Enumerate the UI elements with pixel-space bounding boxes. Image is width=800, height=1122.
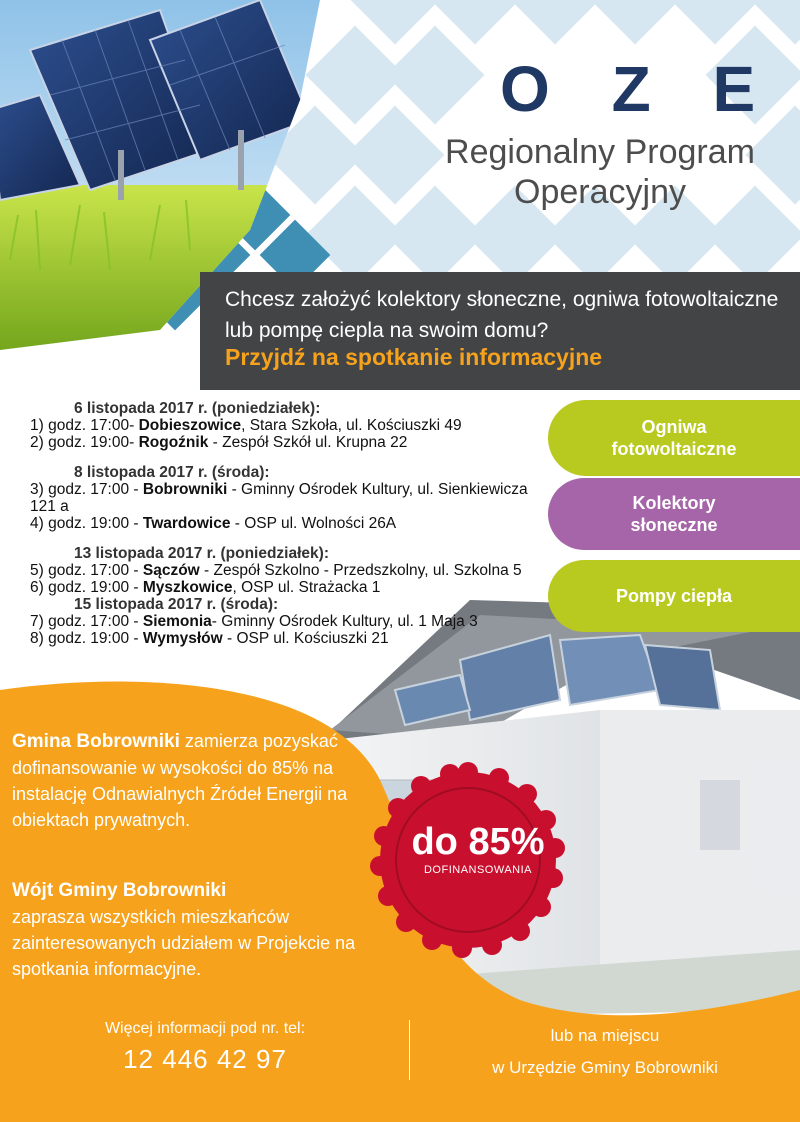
schedule-group (30, 596, 550, 647)
wojt-name: Wójt Gminy Bobrowniki (12, 880, 227, 901)
row-detail: - OSP ul. Wolności 26A (230, 515, 397, 532)
pill-photovoltaic (548, 400, 800, 476)
schedule-date: 6 listopada 2017 r. (poniedziałek): (74, 400, 321, 417)
row-time: 5) godz. 17:00 - (30, 562, 143, 579)
wojt-text: zaprasza wszystkich mieszkańców zainteresowanych udziałem w Projekcie na spotkania informacyjne. (12, 907, 356, 979)
wojt-paragraph (12, 878, 372, 982)
subtitle (410, 132, 790, 212)
pill-label: Pompy ciepła (615, 586, 733, 606)
cta-text: Przyjdź na spotkanie informacyjne (225, 344, 603, 370)
contact-label: Więcej informacji pod nr. tel: (104, 1020, 306, 1037)
row-time: 4) godz. 19:00 - (30, 515, 143, 532)
schedule (30, 400, 550, 660)
row-place: Siemonia (142, 613, 212, 630)
schedule-date: 13 listopada 2017 r. (poniedziałek): (74, 545, 329, 562)
subtitle-line-2: Operacyjny (514, 173, 686, 211)
schedule-row (30, 515, 550, 532)
gmina-text: zamierza pozyskać dofinansowanie w wysokości do 85% na instalację Odnawialnych Źródeł Energii na obiektach prywatnych. (12, 731, 348, 830)
contact-phone: 12 446 42 97 (123, 1044, 287, 1074)
row-place: Bobrowniki (142, 481, 228, 498)
pill-solar-collectors (548, 478, 800, 550)
row-time: 1) godz. 17:00- (30, 417, 139, 434)
row-time: 2) godz. 19:00- (30, 434, 139, 451)
row-place: Dobieszowice (138, 417, 242, 434)
schedule-row (30, 579, 550, 596)
row-place: Wymysłów (142, 630, 223, 647)
schedule-row (30, 613, 550, 630)
pill-label: Kolektory słoneczne (630, 493, 718, 535)
contact-divider (409, 1020, 410, 1080)
row-place: Twardowice (142, 515, 231, 532)
schedule-row (30, 417, 550, 434)
row-place: Rogoźnik (138, 434, 209, 451)
schedule-group (30, 545, 550, 596)
row-time: 6) godz. 19:00 - (30, 579, 143, 596)
row-detail: - Zespół Szkolno - Przedszkolny, ul. Szkolna 5 (199, 562, 522, 579)
row-time: 8) godz. 19:00 - (30, 630, 143, 647)
contact-alt-line-1: lub na miejscu (550, 1026, 660, 1045)
contact-alt-line-2: w Urzędzie Gminy Bobrowniki (492, 1058, 718, 1077)
gmina-paragraph (12, 728, 372, 833)
row-time: 7) godz. 17:00 - (30, 613, 143, 630)
schedule-date: 8 listopada 2017 r. (środa): (74, 464, 270, 481)
row-detail: - Zespół Szkół ul. Krupna 22 (208, 434, 408, 451)
seal-label: DOFINANSOWANIA (423, 864, 533, 876)
schedule-group (30, 400, 550, 451)
row-place: Sączów (142, 562, 200, 579)
funding-seal (378, 820, 578, 876)
pill-label: Ogniwa fotowoltaiczne (611, 417, 737, 459)
row-time: 3) godz. 17:00 - (30, 481, 143, 498)
gmina-name: Gmina Bobrowniki (12, 731, 180, 752)
seal-percent: do 85% (411, 821, 545, 863)
schedule-row (30, 481, 550, 515)
schedule-group (30, 464, 550, 532)
pill-heat-pumps (548, 560, 800, 632)
title-oze: O Z E (500, 53, 778, 125)
row-detail: - Gminny Ośrodek Kultury, ul. 1 Maja 3 (211, 613, 478, 630)
row-place: Myszkowice (142, 579, 233, 596)
schedule-row (30, 562, 550, 579)
contact-phone-block (20, 1020, 390, 1075)
contact-office-block (420, 1020, 790, 1084)
subtitle-line-1: Regionalny Program (445, 133, 755, 171)
schedule-row (30, 630, 550, 647)
row-detail: , OSP ul. Strażacka 1 (232, 579, 381, 596)
schedule-row (30, 434, 550, 451)
schedule-date: 15 listopada 2017 r. (środa): (74, 596, 279, 613)
row-detail: - Gminny Ośrodek Kultury, ul. Sienkiewicza 121 a (30, 481, 528, 515)
row-detail: - OSP ul. Kościuszki 21 (222, 630, 389, 647)
row-detail: , Stara Szkoła, ul. Kościuszki 49 (241, 417, 462, 434)
question-text: Chcesz założyć kolektory słoneczne, ogniwa fotowoltaiczne lub pompę ciepla na swoim domu? (225, 288, 779, 342)
